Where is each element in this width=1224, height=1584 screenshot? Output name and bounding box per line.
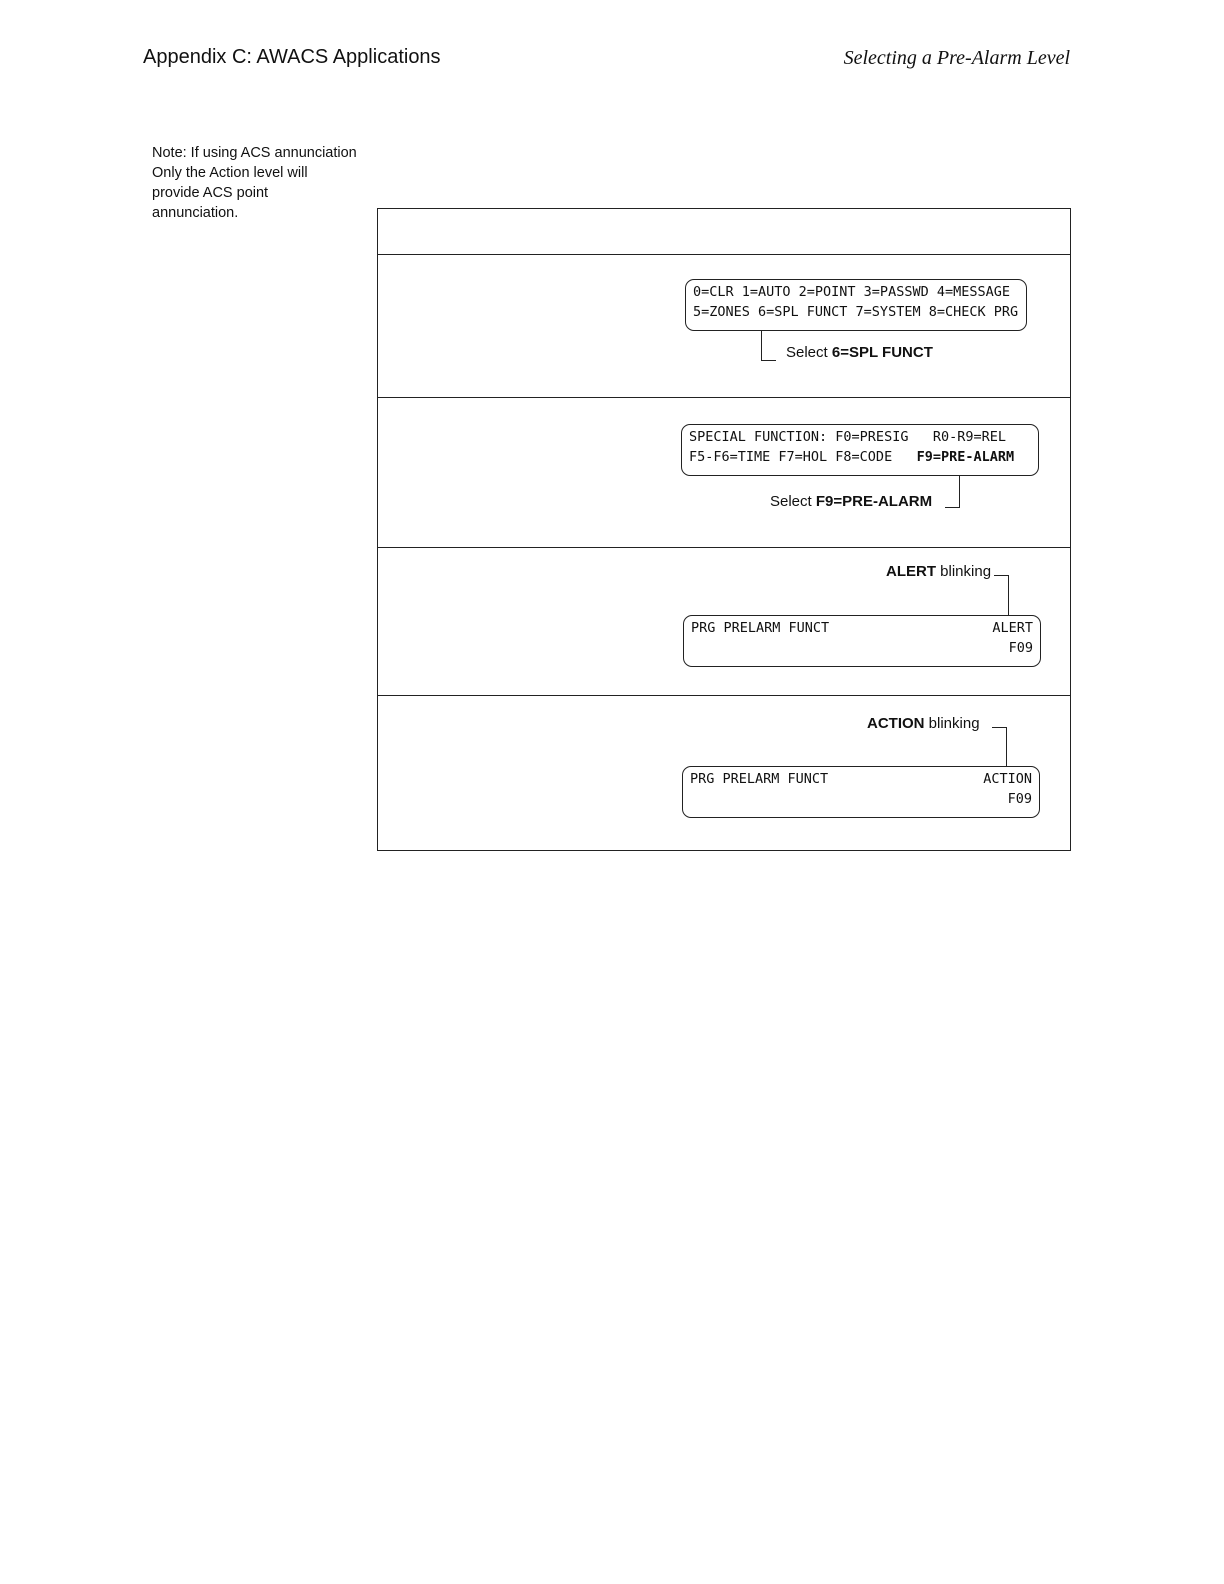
running-header-section: Selecting a Pre-Alarm Level: [843, 47, 1070, 69]
note-line: Note: If using ACS annunciation: [152, 145, 357, 161]
lcd-action-status: ACTION: [983, 771, 1032, 787]
note-line: Only the Action level will: [152, 165, 308, 181]
procedure-table: [377, 208, 1071, 851]
lcd-line: F5-F6=TIME F7=HOL F8=CODE F9=PRE-ALARM: [689, 448, 1015, 465]
lcd-display-main-menu: [685, 279, 1027, 331]
lcd-line: 0=CLR 1=AUTO 2=POINT 3=PASSWD 4=MESSAGE: [693, 284, 1010, 300]
step-row-main-menu: [378, 255, 1070, 398]
callout-leader-line: [945, 476, 960, 508]
lcd-display-alert: [683, 615, 1041, 667]
lcd-display-special-function: [681, 424, 1039, 476]
side-note: [152, 143, 382, 223]
lcd-line: F09: [1007, 790, 1032, 807]
step-row-action-level: [378, 696, 1070, 850]
note-line: provide ACS point: [152, 185, 269, 201]
callout-action-blinking: ACTION blinking: [867, 715, 980, 732]
lcd-line: 5=ZONES 6=SPL FUNCT 7=SYSTEM 8=CHECK PRG: [693, 303, 1019, 320]
note-line: annunciation.: [152, 205, 239, 221]
lcd-alert-status: ALERT: [992, 620, 1033, 636]
step-row-special-function: [378, 398, 1070, 548]
callout-leader-line: [994, 575, 1009, 616]
procedure-header-row: [378, 209, 1070, 255]
lcd-display-action: [682, 766, 1040, 818]
lcd-pre-alarm-option: F9=PRE-ALARM: [916, 448, 1015, 465]
lcd-line: PRG PRELARM FUNCT ALERT: [691, 619, 1033, 639]
step-row-alert-level: [378, 548, 1070, 696]
lcd-line: PRG PRELARM FUNCT ACTION: [690, 770, 1032, 790]
running-header-chapter: Appendix C: AWACS Applications: [143, 46, 441, 68]
callout-alert-blinking: ALERT blinking: [886, 563, 992, 580]
callout-select-spl-funct: Select 6=SPL FUNCT: [786, 344, 933, 361]
callout-leader-line: [992, 727, 1007, 767]
lcd-line: F09: [1008, 639, 1033, 656]
callout-select-pre-alarm: Select F9=PRE-ALARM: [770, 493, 933, 510]
lcd-line: SPECIAL FUNCTION: F0=PRESIG R0-R9=REL: [689, 429, 1006, 445]
callout-leader-line: [761, 331, 776, 361]
